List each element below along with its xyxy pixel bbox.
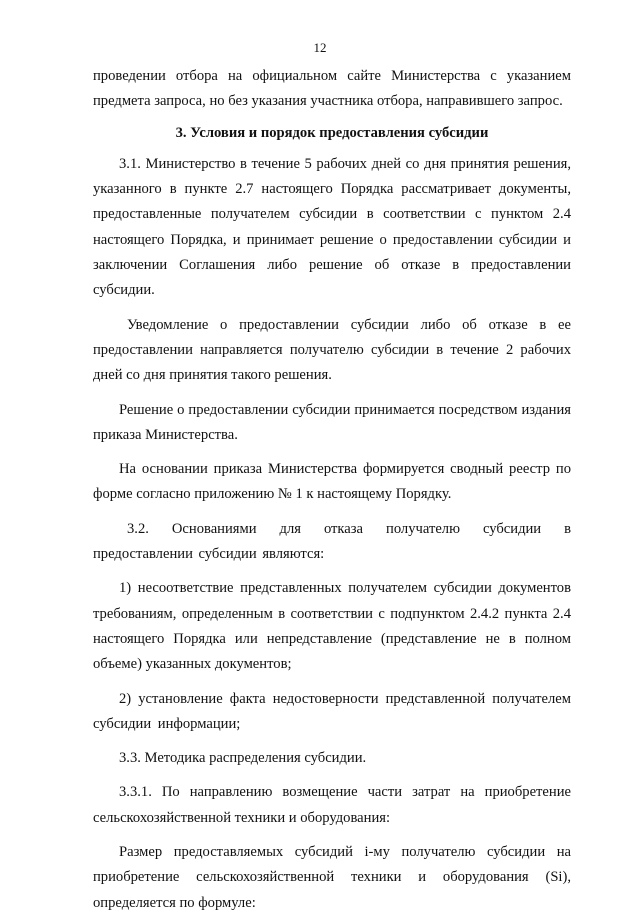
paragraph-decision: Решение о предоставлении субсидии принимается посредством издания приказа Министерства. [93,401,571,443]
paragraph-3-3-1: 3.3.1. По направлению возмещение части затрат на приобретение сельскохозяйственной техники и оборудования: [93,784,571,826]
paragraph-3-2: 3.2. Основаниями для отказа получателю субсидии в предоставлении субсидии являются: [93,520,571,563]
paragraph-3-1: 3.1. Министерство в течение 5 рабочих дней со дня принятия решения, указанного в пункте 2.7 настоящего Порядка рассматривает документы, предоставленные получателем субсидии в соответствии с пунктом 2.4 настоящего Порядка, и принимает решение о предоставлении субсидии и заключении Соглашения либо решение об отказе в предоставлении субсидии. [93,155,571,299]
paragraph-notification: Уведомление о предоставлении субсидии либо об отказе в ее предоставлении направляется получателю субсидии в течение 2 рабочих дней со дня принятия такого решения. [93,316,571,384]
paragraph-3-3: 3.3. Методика распределения субсидии. [119,750,367,767]
intro-paragraph: проведении отбора на официальном сайте Министерства с указанием предмета запроса, но без указания участника отбора, направившего запрос. [93,68,571,110]
paragraph-registry: На основании приказа Министерства формируется сводный реестр по форме согласно приложению № 1 к настоящему Порядку. [93,461,571,503]
list-item-1: 1) несоответствие представленных получателем субсидии документов требованиям, определенным в соответствии с подпунктом 2.4.2 пункта 2.4 настоящего Порядка или непредставление (представление не в полном объеме) указанных документов; [93,580,571,673]
section-title: 3. Условия и порядок предоставления субсидии [175,124,489,141]
document-body [93,64,571,916]
list-item-2: 2) установление факта недостоверности представленной получателем субсидии информации; [93,690,571,732]
paragraph-formula-intro: Размер предоставляемых субсидий i-му получателю субсидии на приобретение сельскохозяйственной техники и оборудования (Si), определяется по формуле: [93,844,571,911]
page-number: 12 [313,40,327,55]
